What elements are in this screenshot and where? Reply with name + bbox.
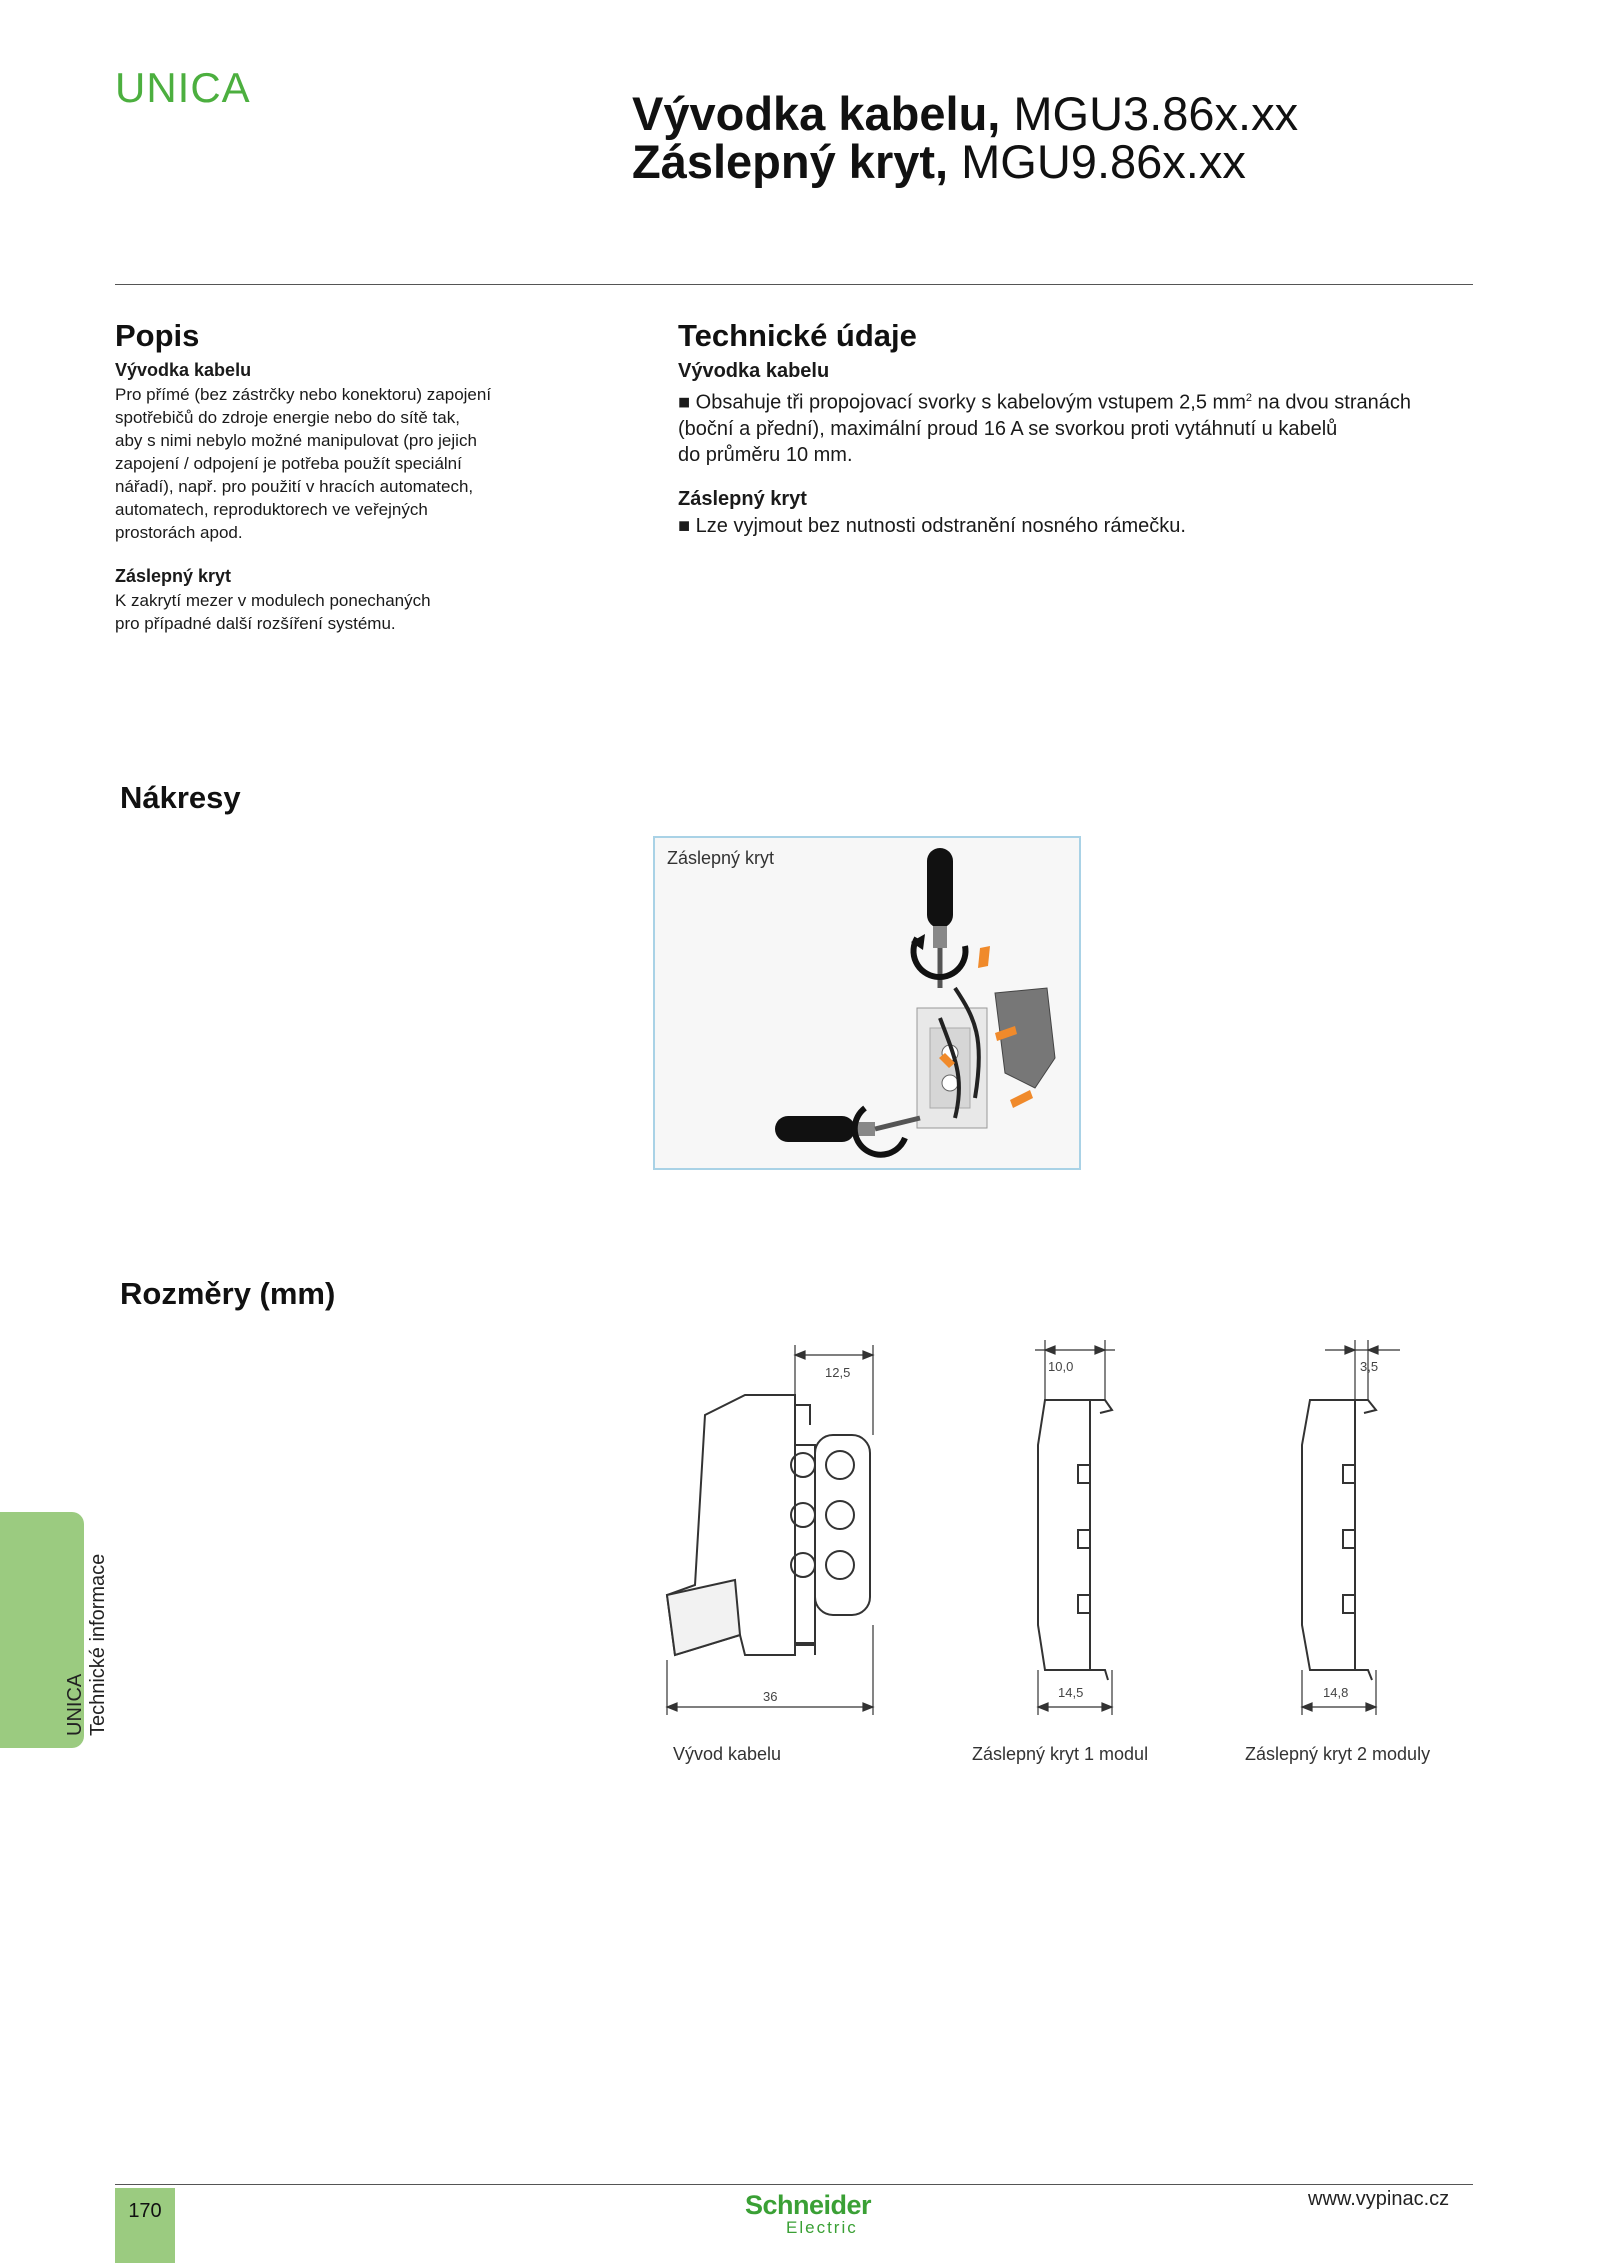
text-line: aby s nimi nebylo možné manipulovat (pro jejich — [115, 431, 477, 450]
technicke-sub-cable: Vývodka kabelu — [678, 360, 830, 382]
text-line: nářadí), např. pro použití v hracích automatech, — [115, 477, 474, 496]
technicke-bullet-cable — [678, 385, 1498, 468]
popis-sub-cable: Vývodka kabelu — [115, 360, 252, 380]
technicke-section — [678, 360, 1498, 539]
side-tab-brand: UNICA — [64, 1673, 86, 1736]
footer-divider — [115, 2184, 1473, 2185]
caption-cable-outlet: Vývod kabelu — [673, 1744, 782, 1764]
dim-outlet-bottom: 36 — [763, 1689, 778, 1704]
caption-cover-2-modules: Záslepný kryt 2 moduly — [1245, 1744, 1431, 1764]
side-tab-text — [64, 1496, 110, 1736]
brand-name: UNICA — [115, 64, 251, 111]
cable-outlet-drawing — [655, 1325, 885, 1720]
bullet-text: na dvou stranách — [1251, 391, 1411, 414]
dim-cover1-bottom: 14,5 — [1058, 1685, 1084, 1700]
page-number: 170 — [128, 2200, 162, 2222]
popis-text-cover — [115, 589, 545, 635]
website-url: www.vypinac.cz — [1308, 2188, 1450, 2210]
electric-logo-text: Electric — [786, 2218, 858, 2237]
bullet-text: ■ Obsahuje tři propojovací svorky s kabelovým vstupem 2,5 mm — [678, 391, 1246, 414]
schneider-logo: Schneider — [745, 2190, 872, 2220]
text-line: K zakrytí mezer v modulech ponechaných — [115, 591, 431, 610]
superscript: 2 — [1245, 392, 1252, 404]
text-line: zapojení / odpojení je potřeba použít speciální — [115, 454, 462, 473]
popis-sub-cover: Záslepný kryt — [115, 566, 232, 586]
technicke-sub-cover: Záslepný kryt — [678, 487, 807, 510]
blank-cover-1-module-drawing — [1000, 1325, 1140, 1720]
bullet-text: do průměru 10 mm. — [678, 443, 853, 466]
rozmery-heading: Rozměry (mm) — [120, 1276, 336, 1311]
photo-label: Záslepný kryt — [667, 848, 775, 868]
text-line: automatech, reproduktorech ve veřejných — [115, 500, 428, 519]
header-divider — [115, 284, 1473, 285]
text-line: spotřebičů do zdroje energie nebo do sítě tak, — [115, 408, 460, 427]
dim-cover1-top: 10,0 — [1048, 1359, 1074, 1374]
blank-cover-2-modules-drawing — [1270, 1325, 1420, 1720]
dim-outlet-top: 12,5 — [825, 1365, 851, 1380]
technicke-heading: Technické údaje — [678, 318, 917, 353]
side-tab-section: Technické informace — [87, 1553, 109, 1736]
text-line: prostorách apod. — [115, 523, 243, 542]
dim-cover2-top: 3,5 — [1360, 1359, 1379, 1374]
title-cable-gland: Vývodka kabelu, — [632, 87, 1001, 140]
installation-photo — [653, 836, 1081, 1170]
installation-illustration — [655, 838, 1079, 1168]
popis-section — [115, 360, 545, 635]
text-line: pro případné další rozšíření systému. — [115, 614, 396, 633]
technicke-bullet-cover: ■ Lze vyjmout bez nutnosti odstranění nosného rámečku. — [678, 514, 1186, 537]
title-blank-cover-code: MGU9.86x.xx — [948, 135, 1246, 188]
page-title — [632, 87, 1299, 188]
caption-cover-1-module: Záslepný kryt 1 modul — [972, 1744, 1149, 1764]
title-blank-cover: Záslepný kryt, — [632, 135, 949, 188]
bullet-text: (boční a přední), maximální proud 16 A se svorkou proti vytáhnutí u kabelů — [678, 417, 1338, 440]
title-cable-gland-code: MGU3.86x.xx — [1000, 87, 1299, 140]
nakresy-heading: Nákresy — [120, 780, 241, 815]
popis-heading: Popis — [115, 318, 200, 353]
dim-cover2-bottom: 14,8 — [1323, 1685, 1349, 1700]
text-line: Pro přímé (bez zástrčky nebo konektoru) zapojení — [115, 385, 492, 404]
popis-text-cable — [115, 383, 545, 544]
